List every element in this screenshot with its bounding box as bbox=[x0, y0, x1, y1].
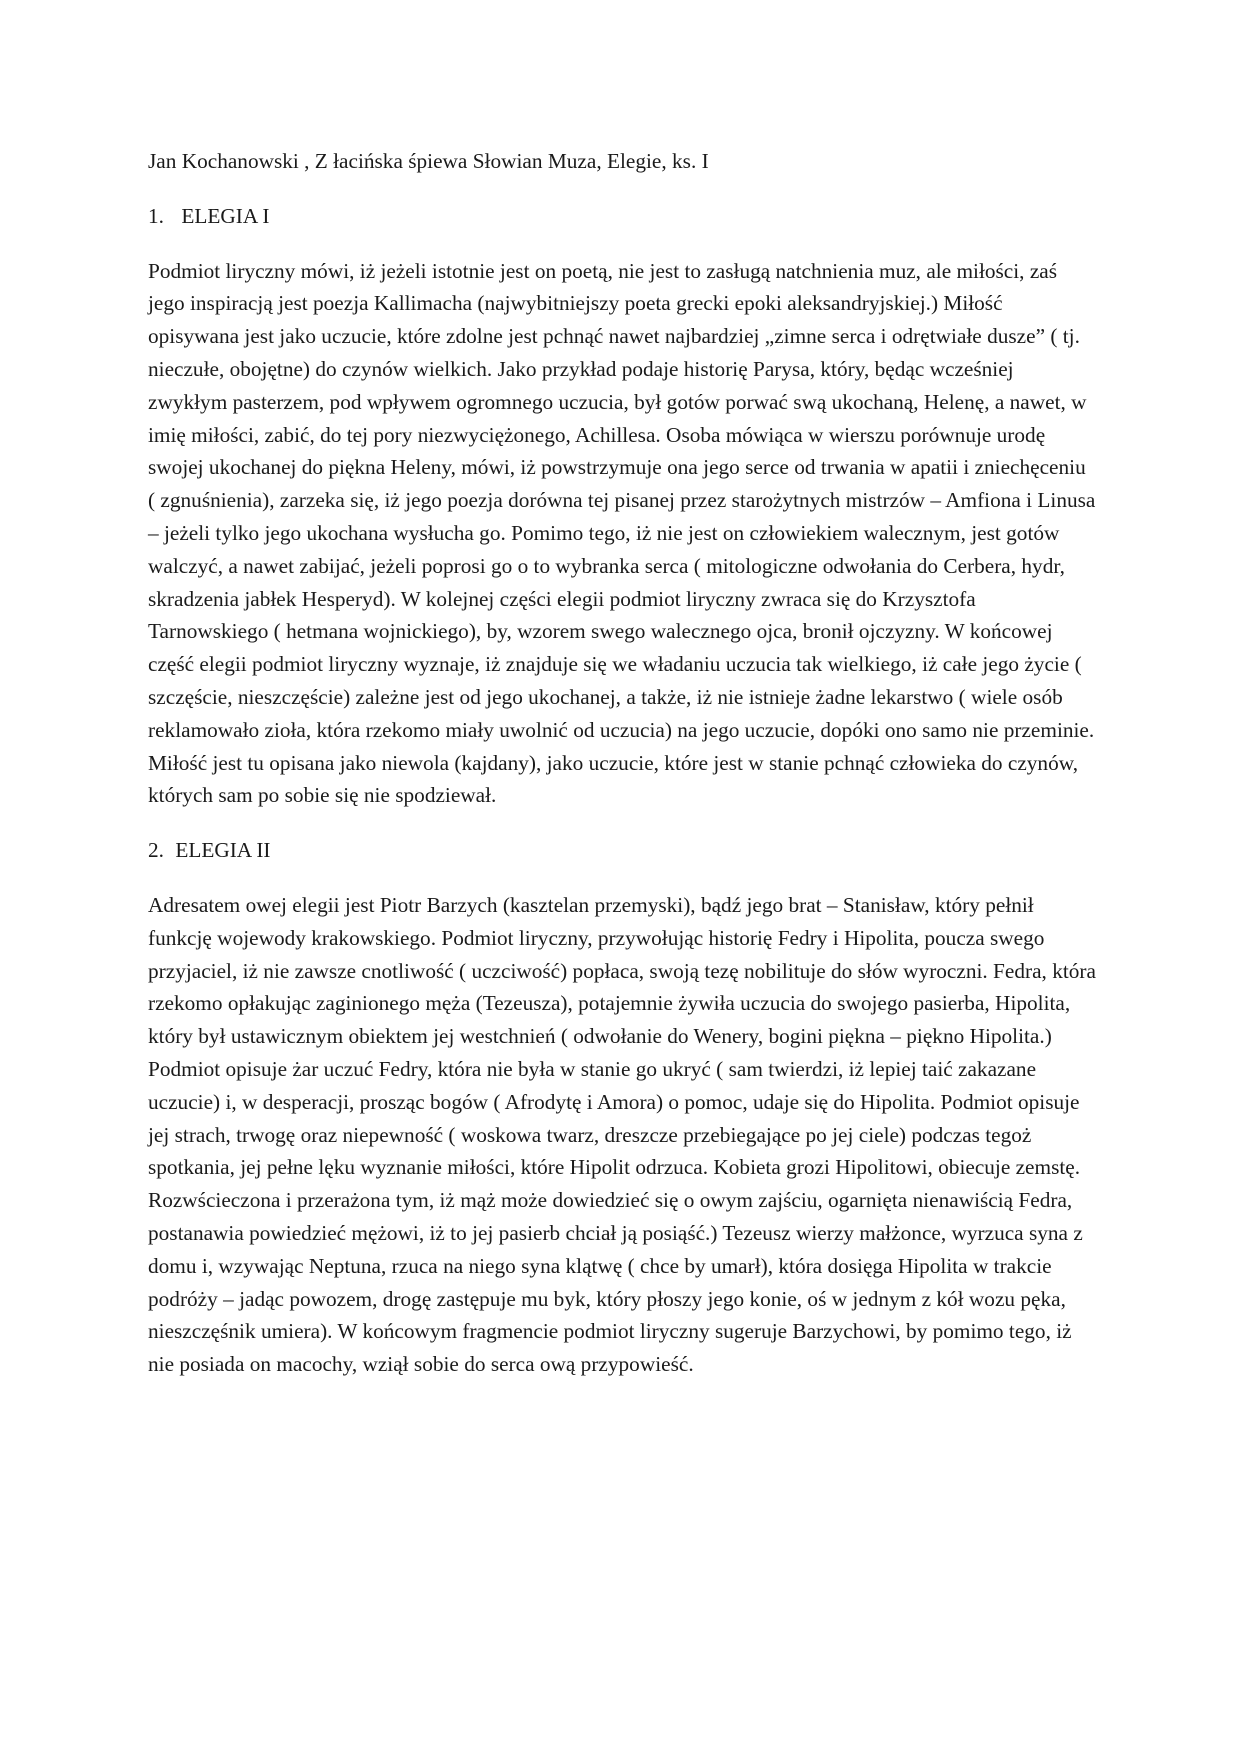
section-number: 1. bbox=[148, 203, 164, 228]
section-heading-elegia-1 bbox=[148, 200, 1098, 233]
section-body-elegia-1: Podmiot liryczny mówi, iż jeżeli istotnie jest on poetą, nie jest to zasługą natchnienia muz, ale miłości, zaś jego inspiracją jest poezja Kallimacha (najwybitniejszy poeta grecki epoki aleksandryjskiej.) Miłość opisywana jest jako uczucie, które zdolne jest pchnąć nawet najbardziej „zimne serca i odrętwiałe dusze” ( tj. nieczułe, obojętne) do czynów wielkich. Jako przykład podaje historię Parysa, który, będąc wcześniej zwykłym pasterzem, pod wpływem ogromnego uczucia, był gotów porwać swą ukochaną, Helenę, a nawet, w imię miłości, zabić, do tej pory niezwyciężonego, Achillesa. Osoba mówiąca w wierszu porównuje urodę swojej ukochanej do piękna Heleny, mówi, iż powstrzymuje ona jego serce od trwania w apatii i zniechęceniu ( zgnuśnienia), zarzeka się, iż jego poezja dorówna tej pisanej przez starożytnych mistrzów – Amfiona i Linusa – jeżeli tylko jego ukochana wysłucha go. Pomimo tego, iż nie jest on człowiekiem walecznym, jest gotów walczyć, a nawet zabijać, jeżeli poprosi go o to wybranka serca ( mitologiczne odwołania do Cerbera, hydr, skradzenia jabłek Hesperyd). W kolejnej części elegii podmiot liryczny zwraca się do Krzysztofa Tarnowskiego ( hetmana wojnickiego), by, wzorem swego walecznego ojca, bronił ojczyzny. W końcowej część elegii podmiot liryczny wyznaje, iż znajduje się we władaniu uczucia tak wielkiego, iż całe jego życie ( szczęście, nieszczęście) zależne jest od jego ukochanej, a także, iż nie istnieje żadne lekarstwo ( wiele osób reklamowało zioła, która rzekomo miały uwolnić od uczucia) na jego uczucie, dopóki ono samo nie przeminie. Miłość jest tu opisana jako niewola (kajdany), jako uczucie, które jest w stanie pchnąć człowieka do czynów, których sam po sobie się nie spodziewał. bbox=[148, 258, 1096, 808]
section-body-elegia-2: Adresatem owej elegii jest Piotr Barzych (kasztelan przemyski), bądź jego brat – Stanisław, który pełnił funkcję wojewody krakowskiego. Podmiot liryczny, przywołując historię Fedry i Hipolita, poucza swego przyjaciel, iż nie zawsze cnotliwość ( uczciwość) popłaca, swoją tezę nobilituje do słów wyroczni. Fedra, która rzekomo opłakując zaginionego męża (Tezeusza), potajemnie żywiła uczucia do swojego pasierba, Hipolita, który był ustawicznym obiektem jej westchnień ( odwołanie do Wenery, bogini piękna – piękno Hipolita.) Podmiot opisuje żar uczuć Fedry, która nie była w stanie go ukryć ( sam twierdzi, iż lepiej taić zakazane uczucie) i, w desperacji, prosząc bogów ( Afrodytę i Amora) o pomoc, udaje się do Hipolita. Podmiot opisuje jej strach, trwogę oraz niepewność ( woskowa twarz, dreszcze przebiegające po jej ciele) podczas tegoż spotkania, jej pełne lęku wyznanie miłości, które Hipolit odrzuca. Kobieta grozi Hipolitowi, obiecuje zemstę. Rozwścieczona i przerażona tym, iż mąż może dowiedzieć się o owym zajściu, ogarnięta nienawiścią Fedra, postanawia powiedzieć mężowi, iż to jej pasierb chciał ją posiąść.) Tezeusz wierzy małżonce, wyrzuca syna z domu i, wzywając Neptuna, rzuca na niego syna klątwę ( chce by umarł), która dosięga Hipolita w trakcie podróży – jadąc powozem, drogę zastępuje mu byk, który płoszy jego konie, oś w jednym z kół wozu pęka, nieszczęśnik umiera). W końcowym fragmencie podmiot liryczny sugeruje Barzychowi, by pomimo tego, iż nie posiada on macochy, wziął sobie do serca ową przypowieść. bbox=[148, 892, 1096, 1377]
section-title: ELEGIA I bbox=[181, 203, 270, 228]
section-heading-elegia-2 bbox=[148, 834, 1098, 867]
section-number: 2. bbox=[148, 838, 164, 863]
document-title: Jan Kochanowski , Z łacińska śpiewa Słowian Muza, Elegie, ks. I bbox=[148, 149, 709, 173]
document-content bbox=[148, 145, 1098, 1403]
section-title: ELEGIA II bbox=[175, 838, 271, 863]
